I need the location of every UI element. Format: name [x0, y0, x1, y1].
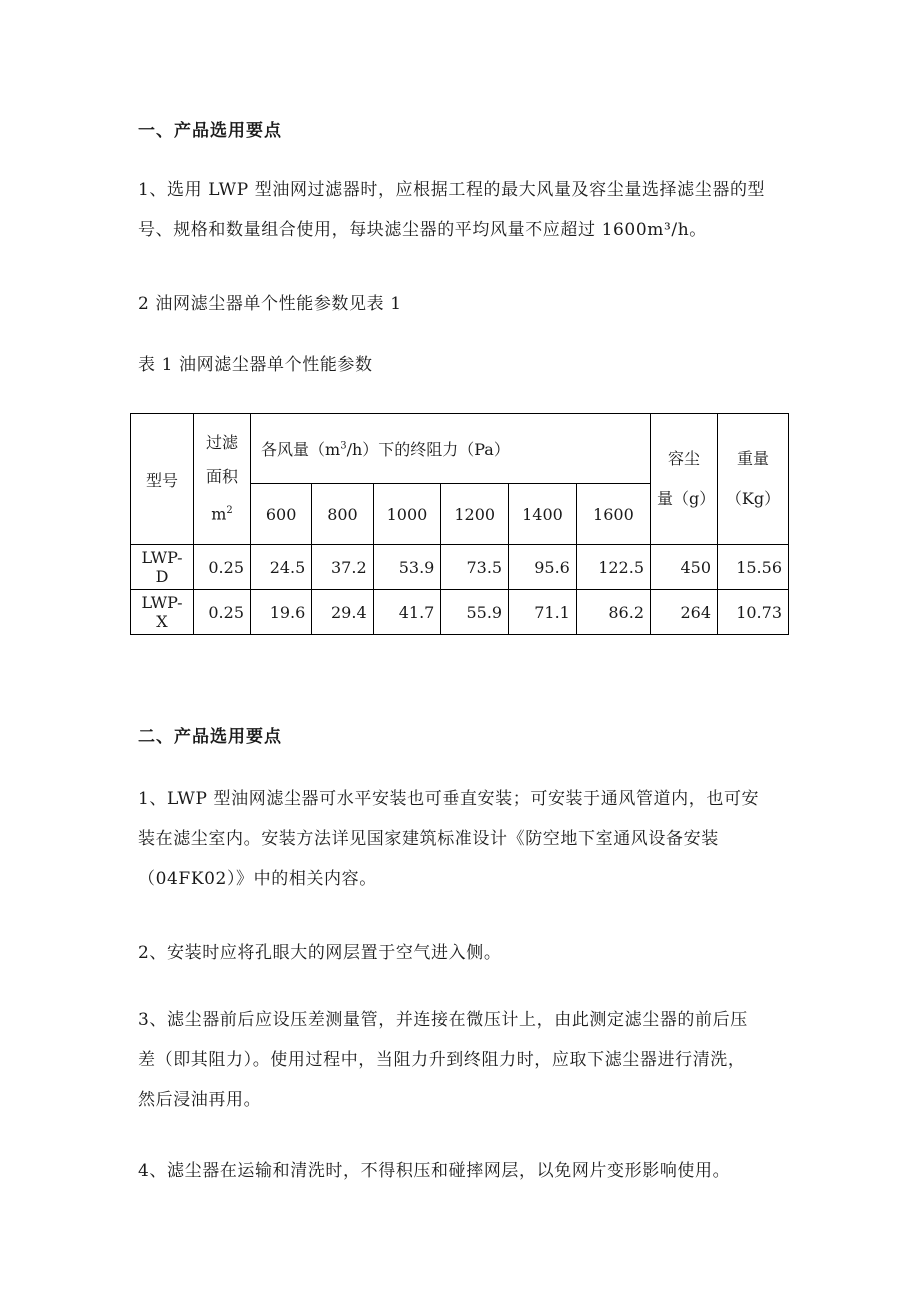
section1-paragraph-2: 2 油网滤尘器单个性能参数见表 1 [138, 294, 402, 314]
text-line: 装在滤尘室内。安装方法详见国家建筑标准设计《防空地下室通风设备安装 [138, 829, 719, 849]
flow-header: 800 [312, 484, 373, 545]
header-resistance-text-post: /h）下的终阻力（Pa） [346, 440, 510, 459]
header-area [194, 414, 251, 545]
section2-heading: 二、产品选用要点 [138, 727, 282, 747]
cell-resistance: 71.1 [509, 590, 577, 635]
table-header-row [131, 414, 789, 484]
section2-paragraph-2: 2、安装时应将孔眼大的网层置于空气进入侧。 [138, 943, 502, 963]
cell-resistance: 41.7 [373, 590, 441, 635]
header-area-line1: 过滤 [205, 433, 238, 453]
section2-paragraph-4: 4、滤尘器在运输和清洗时，不得积压和碰摔网层，以免网片变形影响使用。 [138, 1161, 731, 1181]
cell-area: 0.25 [194, 545, 251, 590]
cell-resistance: 37.2 [312, 545, 373, 590]
cell-dust: 450 [651, 545, 718, 590]
table-row [131, 545, 789, 590]
header-resistance [251, 414, 651, 484]
cell-resistance: 24.5 [251, 545, 312, 590]
cell-resistance: 86.2 [576, 590, 650, 635]
cell-dust: 264 [651, 590, 718, 635]
header-weight-line2: （Kg） [725, 489, 781, 508]
text-line: （04FK02）》中的相关内容。 [138, 869, 377, 889]
header-weight [718, 414, 789, 545]
flow-header: 1400 [509, 484, 577, 545]
table-row [131, 590, 789, 635]
cell-resistance: 122.5 [576, 545, 650, 590]
header-dust-capacity [651, 414, 718, 545]
text-line: 1、选用 LWP 型油网过滤器时，应根据工程的最大风量及容尘量选择滤尘器的型 [138, 180, 766, 200]
section1-heading: 一、产品选用要点 [138, 121, 282, 141]
cell-resistance: 55.9 [441, 590, 509, 635]
performance-table [130, 413, 789, 635]
section1-paragraph-1 [138, 170, 788, 250]
header-resistance-sup: 3 [340, 440, 347, 452]
cell-weight: 15.56 [718, 545, 789, 590]
section2-paragraph-1 [138, 779, 788, 899]
header-dust-line2: 量（g） [657, 489, 716, 508]
table-caption: 表 1 油网滤尘器单个性能参数 [138, 355, 373, 375]
flow-header: 600 [251, 484, 312, 545]
header-area-unit: m [211, 504, 227, 524]
cell-weight: 10.73 [718, 590, 789, 635]
header-area-unit-sup: 2 [226, 505, 233, 517]
cell-model: LWP-D [131, 545, 194, 590]
header-dust-line1: 容尘 [667, 449, 700, 468]
cell-model: LWP-X [131, 590, 194, 635]
cell-resistance: 73.5 [441, 545, 509, 590]
cell-resistance: 53.9 [373, 545, 441, 590]
flow-header: 1600 [576, 484, 650, 545]
header-model: 型号 [131, 414, 194, 545]
text-line: 3、滤尘器前后应设压差测量管，并连接在微压计上，由此测定滤尘器的前后压 [138, 1010, 748, 1030]
text-line: 然后浸油再用。 [138, 1090, 262, 1110]
header-area-line2: 面积 [205, 467, 238, 487]
flow-header: 1200 [441, 484, 509, 545]
text-line: 差（即其阻力）。使用过程中，当阻力升到终阻力时，应取下滤尘器进行清洗， [138, 1050, 746, 1070]
cell-resistance: 29.4 [312, 590, 373, 635]
cell-resistance: 95.6 [509, 545, 577, 590]
text-line: 号、规格和数量组合使用，每块滤尘器的平均风量不应超过 1600m³/h。 [138, 220, 707, 240]
header-weight-line1: 重量 [736, 449, 769, 468]
section2-paragraph-3 [138, 1000, 788, 1120]
cell-area: 0.25 [194, 590, 251, 635]
header-resistance-text: 各风量（m [261, 440, 341, 459]
cell-resistance: 19.6 [251, 590, 312, 635]
text-line: 1、LWP 型油网滤尘器可水平安装也可垂直安装；可安装于通风管道内，也可安 [138, 789, 760, 809]
flow-header: 1000 [373, 484, 441, 545]
